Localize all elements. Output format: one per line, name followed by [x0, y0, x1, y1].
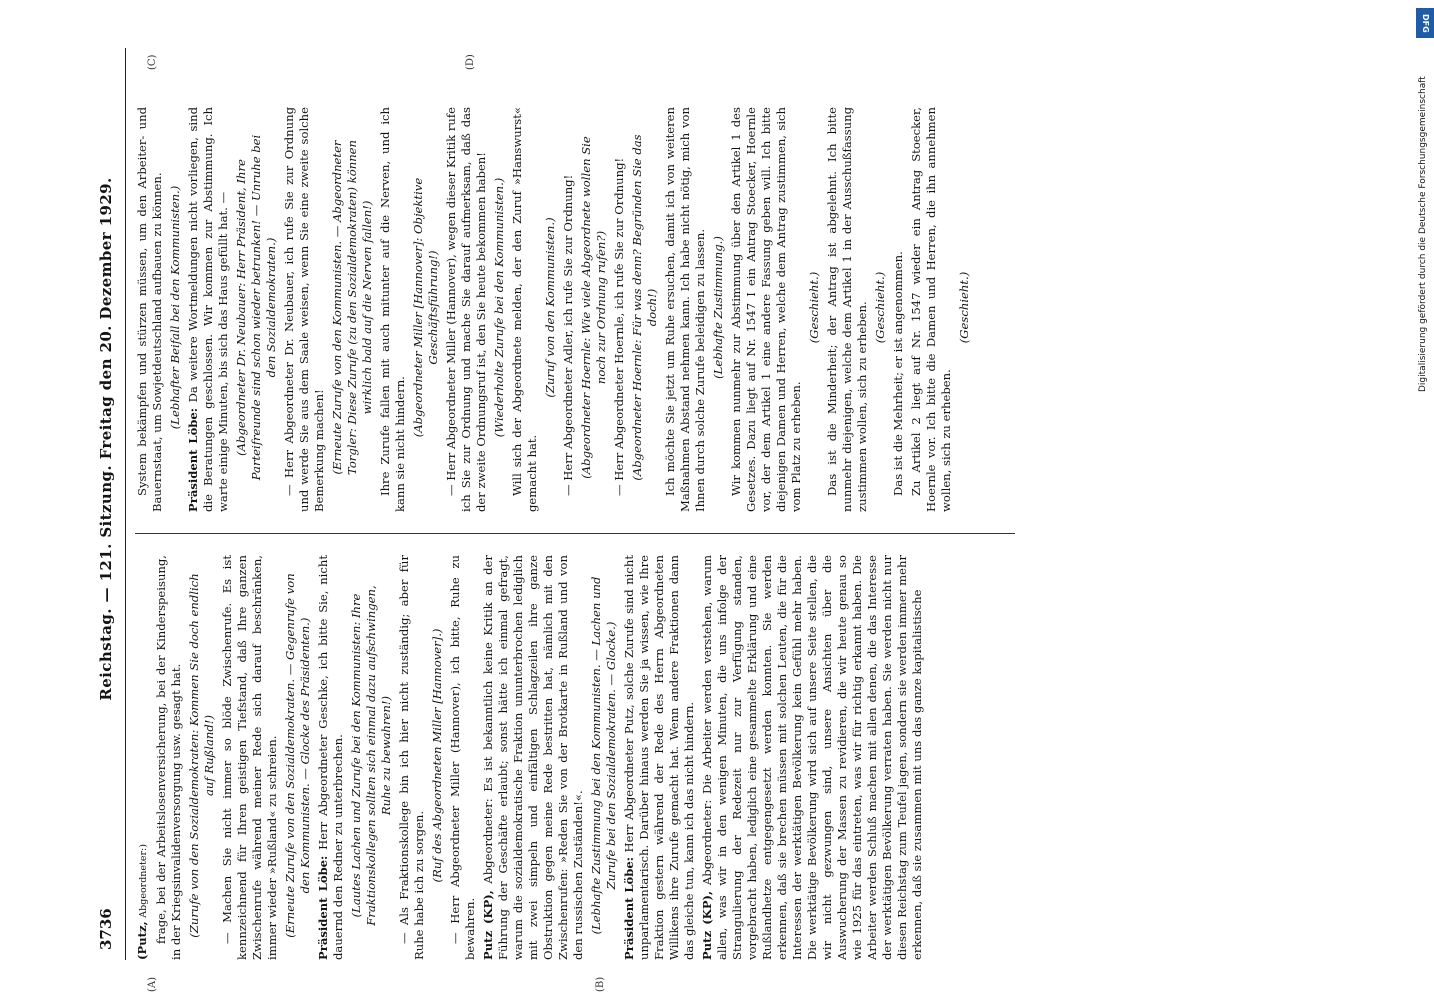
- stage-direction: [589, 555, 619, 960]
- paragraph: [444, 107, 489, 512]
- paragraph: [448, 555, 478, 960]
- paragraph: [481, 555, 586, 960]
- paragraph: [397, 555, 427, 960]
- running-header: [95, 48, 123, 960]
- paragraph-text: — Herr Abgeordneter Hoernle, ich rufe Sie zur Ordnung!: [612, 157, 626, 496]
- protocol-sheet: [95, 48, 1325, 992]
- stage-direction: [330, 107, 375, 512]
- paragraph-text: (Abgeordneter Hoernle: Für was denn? Begründen Sie das doch!): [630, 134, 659, 481]
- paragraph-text: Ich möchte Sie jetzt um Ruhe ersuchen, damit ich von weiteren Maßnahmen Abstand nehmen kann. Ich habe nicht nötig, mich von Ihnen durch solche Zurufe beleidigen zu lassen.: [663, 107, 707, 512]
- paragraph-text: Das ist die Mehrheit; er ist angenommen.: [891, 251, 905, 496]
- paragraph-text: (Lebhafte Zustimmung bei den Kommunisten. — Lachen und Zurufe bei den Sozialdemokraten. — Glocke.): [589, 576, 618, 935]
- paragraph: [700, 555, 925, 960]
- paragraph-text: (Abgeordneter Miller [Hannover]: Objektive Geschäftsführung!): [411, 177, 440, 438]
- paragraph-text: — Als Fraktionskollege bin ich hier nicht zuständig; aber für Ruhe habe ich zu sorgen.: [397, 555, 426, 960]
- dfg-logo: DFG: [1416, 8, 1434, 38]
- paragraph-text: — Herr Abgeordneter Adler, ich rufe Sie zur Ordnung!: [561, 174, 575, 496]
- paragraph-text: (Abgeordneter Hoernle: Wie viele Abgeordnete wollen Sie noch zur Ordnung rufen?): [579, 136, 608, 479]
- paragraph: [154, 555, 184, 960]
- stage-direction: [283, 555, 313, 960]
- header-rule: [125, 48, 126, 960]
- paragraph-text: (Lebhafte Zustimmung.): [711, 236, 725, 379]
- paragraph: [663, 107, 708, 512]
- stage-direction: [411, 107, 441, 512]
- paragraph: [612, 107, 627, 512]
- stage-direction: [579, 107, 609, 512]
- margin-mark-c: (C): [147, 54, 158, 70]
- page-number: 3736: [97, 908, 115, 950]
- attribution-strip: [1408, 8, 1434, 392]
- speaker-name: Präsident Löbe:: [186, 407, 200, 512]
- paragraph-text: — Machen Sie nicht immer so blöde Zwischenrufe. Es ist kennzeichnend für Ihren geistigen Tiefstand, daß Ihre ganzen Zwischenrufe während meiner Rede sich darauf beschränken, immer wieder »Rußland« zu schreien.: [220, 555, 279, 960]
- stage-direction: [168, 107, 183, 512]
- paragraph-text: — Herr Abgeordneter Dr. Neubauer, ich rufe Sie zur Ordnung und werde Sie aus dem Saale weisen, wenn Sie eine zweite solche Bemerkung machen!: [282, 107, 326, 512]
- stage-direction: [543, 107, 558, 512]
- stage-direction: [234, 107, 279, 512]
- paragraph: [316, 555, 346, 960]
- paragraph: [891, 107, 906, 512]
- paragraph: [729, 107, 804, 512]
- paragraph-text: Da weitere Wortmeldungen nicht vorliegen, sind die Beratungen geschlossen. Wir kommen zur Abstimmung. Ich warte einige Minuten, bis sich das Haus gefüllt hat. —: [186, 107, 230, 512]
- stage-direction: [957, 107, 972, 512]
- paragraph-text: (Geschieht.): [807, 271, 821, 344]
- speaker-name: Präsident Löbe:: [316, 855, 330, 960]
- paragraph-text: Wir kommen nunmehr zur Abstimmung über den Artikel 1 des Gesetzes. Dazu liegt auf Nr. 1547 I ein Antrag Stoecker, Hoernle vor, der dem Artikel 1 eine andere Fassung geben will. Ich bitte diejenigen Damen und Herren, welche dem Antrag zustimmen, sich vom Platz zu erheben.: [729, 107, 803, 512]
- paragraph-text: (Erneute Zurufe von den Kommunisten. — Abgeordneter Torgler: Diese Zurufe (zu den Sozialdemokraten) können wirklich bald auf die Nerven fallen!): [330, 140, 374, 475]
- paragraph: [378, 107, 408, 512]
- paragraph-text: (Zuruf von den Kommunisten.): [543, 217, 557, 398]
- speaker-name: Putz (KP),: [481, 890, 495, 960]
- paragraph: [135, 555, 151, 960]
- paragraph-text: (Geschieht.): [873, 271, 887, 344]
- paragraph: [909, 107, 954, 512]
- stage-direction: [430, 555, 445, 960]
- stage-direction: [807, 107, 822, 512]
- stage-direction: [349, 555, 394, 960]
- speaker-name: (Putz,: [135, 921, 149, 960]
- speaker-name: Putz (KP),: [700, 890, 714, 960]
- margin-mark-b: (B): [595, 976, 606, 992]
- paragraph: [622, 555, 697, 960]
- paragraph-text: Zu Artikel 2 liegt auf Nr. 1547 wieder ein Antrag Stoecker, Hoernle vor. Ich bitte die Damen und Herren, die ihn annehmen wollen, sich zu erheben.: [909, 107, 953, 512]
- paragraph: [282, 107, 327, 512]
- paragraph-text: Das ist die Minderheit; der Antrag ist abgelehnt. Ich bitte nunmehr diejenigen, welche dem Artikel 1 in der Ausschußfassung zustimmen wollen, sich zu erheben.: [825, 107, 869, 512]
- right-column: [135, 107, 1015, 512]
- attribution-text: Digitalisierung gefördert durch die Deutsche Forschungsgemeinschaft: [1418, 76, 1428, 392]
- stage-direction: [873, 107, 888, 512]
- paragraph-text: (Lebhafter Beifall bei den Kommunisten.): [168, 185, 182, 430]
- paragraph-text: frage, bei der Arbeitslosenversicherung, bei der Kinderspeisung, in der Kriegsinvalidenversorgung usw. gesagt hat.: [154, 555, 183, 960]
- paragraph: [561, 107, 576, 512]
- paragraph-text: System bekämpfen und stürzen müssen, um den Arbeiter- und Bauernstaat, um Sowjetdeutschland aufbauen zu können.: [135, 107, 164, 512]
- left-column: [135, 555, 1015, 960]
- paragraph: [825, 107, 870, 512]
- stage-direction: [630, 107, 660, 512]
- paragraph-text: (Geschieht.): [957, 271, 971, 344]
- stage-direction: [187, 555, 217, 960]
- paragraph-text: Abgeordneter: Es ist bekanntlich keine Kritik an der Führung der Geschäfte erlaubt; sonst hätte ich einmal gefragt, warum die sozialdemokratische Fraktion ununterbrochen lediglich mit zwei simpeln und einfältigen Schlagzeilen ihre ganze Obstruktion gegen meine Rede bestritten hat, nämlich mit den Zwischenrufen: »Reden Sie von der Brotkarte in Rußland und von den russischen Zuständen!«.: [481, 555, 585, 960]
- paragraph-text: Ihre Zurufe fallen mit auch mitunter auf die Nerven, und ich kann sie nicht hindern.: [378, 107, 407, 512]
- margin-mark-d: (D): [465, 54, 476, 70]
- paragraph: [186, 107, 231, 512]
- paragraph-text: — Herr Abgeordneter Miller (Hannover), ich bitte, Ruhe zu bewahren.: [448, 555, 477, 960]
- column-divider: [135, 533, 1015, 534]
- paragraph-text: (Erneute Zurufe von den Sozialdemokraten. — Gegenrufe von den Kommunisten. — Glocke des Präsidenten.): [283, 573, 312, 938]
- paragraph: [220, 555, 280, 960]
- paragraph-text: — Herr Abgeordneter Miller (Hannover), wegen dieser Kritik rufe ich Sie zur Ordnung und mache Sie darauf aufmerksam, daß das der zweite Ordnungsruf ist, den Sie heute bekommen haben!: [444, 107, 488, 512]
- header-title: Reichstag. — 121. Sitzung. Freitag den 20. Dezember 1929.: [97, 177, 115, 701]
- paragraph: [510, 107, 540, 512]
- paragraph-text: (Zurufe von den Sozialdemokraten: Kommen Sie doch endlich auf Rußland!): [187, 573, 216, 938]
- paragraph-text: Herr Abgeordneter Putz, solche Zurufe sind nicht unparlamentarisch. Darüber hinaus werden Sie ja wissen, wie Ihre Fraktion gestern während der Rede des Herrn Abgeordneten Willikens ihre Zurufe gemacht hat. Wenn andere Fraktionen dann das gleiche tun, kann ich das nicht hindern.: [622, 555, 696, 960]
- stage-direction: [711, 107, 726, 512]
- paragraph-text: (Ruf des Abgeordneten Miller [Hannover].): [430, 628, 444, 883]
- speaker-name: Präsident Löbe:: [622, 856, 636, 960]
- stage-direction: [492, 107, 507, 512]
- speaker-tag: Abgeordneter:): [138, 844, 149, 918]
- paragraph-text: Herr Abgeordneter Geschke, ich bitte Sie, nicht dauernd den Redner zu unterbrechen.: [316, 555, 345, 960]
- paragraph-text: Will sich der Abgeordnete melden, der den Zuruf »Hanswurst« gemacht hat.: [510, 107, 539, 512]
- paragraph-text: Abgeordneter: Die Arbeiter werden verstehen, warum allen, was wir in den wenigen Minuten, die uns infolge der Strangulierung der Redezeit nur zur Verfügung standen, vorgebracht haben, lediglich eine gesammelte Erklärung und eine Rußlandhetze entgegengesetzt werden konnten. Sie werden erkennen, daß sie brechen müssen mit solchen Leuten, die für die Interessen der werktätigen Bevölkerung kein Gefühl mehr haben. Die werktätige Bevölkerung wird sich auf unsere Seite stellen, die wir nicht gezwungen sind, unsere Ansichten über die Auswucherung der Massen zu revidieren, die wir heute genau so wie 1925 für das eintreten, was wir für richtig erkannt haben. Die Arbeiter werden Schluß machen mit allen denen, die das Interesse der werktätigen Bevölkerung verraten haben. Sie werden nicht nur diesen Reichstag zum Teufel jagen, sondern sie werden immer mehr erkennen, daß sie zusammen mit uns das ganze kapitalistische: [700, 555, 924, 960]
- paragraph-text: (Abgeordneter Dr. Neubauer: Herr Präsident, Ihre Parteifreunde sind schon wieder betrunken! — Unruhe bei den Sozialdemokraten.): [234, 134, 278, 481]
- margin-mark-a: (A): [147, 976, 158, 992]
- paragraph-text: (Wiederholte Zurufe bei den Kommunisten.): [492, 177, 506, 438]
- paragraph-text: (Lautes Lachen und Zurufe bei den Kommunisten: Ihre Fraktionskollegen sollten sich einmal dazu aufschwingen, Ruhe zu bewahren!): [349, 585, 393, 926]
- paragraph: [135, 107, 165, 512]
